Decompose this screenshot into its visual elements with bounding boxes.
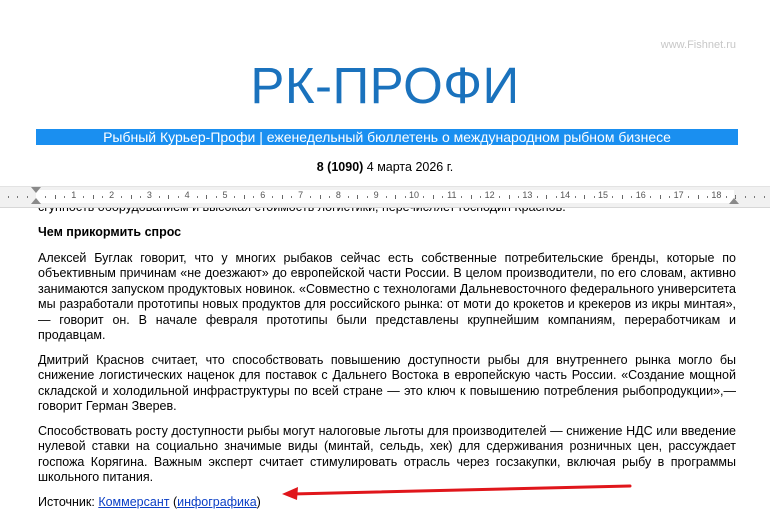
ruler-label: 7 <box>298 190 304 200</box>
ruler-label: 15 <box>597 190 609 200</box>
ruler-label: 2 <box>109 190 115 200</box>
paragraph-3: Способствовать росту доступности рыбы могут налоговые льготы для производителей — снижение НДС или введение нулевой ставки на социально значимые виды (минтай, сельдь, хек) для сдерживания розничных цен, рассуждает госпожа Корягина. Важным эксперт считает стимулировать отрасль через госзакупки, включая рыбу в программы школьного питания. <box>38 423 736 484</box>
ruler-label: 1 <box>71 190 77 200</box>
issue-date: 4 марта 2026 г. <box>363 160 454 174</box>
source-open-paren: ( <box>169 494 178 509</box>
ruler-label: 14 <box>560 190 571 200</box>
ruler-label: 16 <box>635 190 646 200</box>
ruler-label: 9 <box>373 190 379 200</box>
arrow-shaft <box>292 486 630 494</box>
source-label: Источник: <box>38 494 99 509</box>
source-close-paren: ) <box>256 494 261 509</box>
ruler-label: 6 <box>260 190 266 200</box>
ruler-label: 3 <box>146 190 152 200</box>
infographic-link[interactable]: инфографика <box>177 494 257 509</box>
ruler-label: 8 <box>335 190 341 200</box>
paragraph-2: Дмитрий Краснов считает, что способствовать повышению доступности рыбы для внутреннего рынка могло бы снижение логистических наценок для поставок с Дальнего Востока в европейскую часть России. «Создание мощной складской и холодильной инфраструктуры по всей стране — это ключ к повышению потребления рыбопродукции»,— говорит Герман Зверев. <box>38 352 736 413</box>
source-link[interactable]: Коммерсант <box>98 494 170 509</box>
subtitle-bar: Рыбный Курьер-Профи | еженедельный бюллетень о международном рыбном бизнесе <box>36 129 738 145</box>
ruler-label: 11 <box>447 190 457 200</box>
ruler-label: 10 <box>408 190 420 200</box>
ruler-label: 17 <box>673 190 684 200</box>
ruler-label: 18 <box>711 190 722 200</box>
newsletter-title: РК-ПРОФИ <box>250 57 520 114</box>
issue-number: 8 (1090) <box>316 160 364 174</box>
paragraph-1: Алексей Буглак говорит, что у многих рыбаков сейчас есть собственные потребительские бренды, которые по объективным причинам «не доезжают» до европейской части России. В целом производители, по его словам, активно занимаются запуском продуктовых новинок. «Совместно с технологами Дальневосточного федерального университета мы разработали прототипы новых продуктов для российского рынка: от моти до крокетов и крекеров из икры минтая»,— говорит он. В начале февраля прототипы были представлены крупнейшим компаниям, переработчикам и продавцам. <box>38 250 736 342</box>
ruler-label: 12 <box>484 190 495 200</box>
ruler-label: 4 <box>184 190 190 200</box>
ruler-label: 5 <box>222 190 228 200</box>
section-heading: Чем прикормить спрос <box>38 225 182 239</box>
arrow-head <box>282 487 298 500</box>
site-url: www.Fishnet.ru <box>660 39 736 51</box>
ruler-label: 13 <box>522 190 533 200</box>
